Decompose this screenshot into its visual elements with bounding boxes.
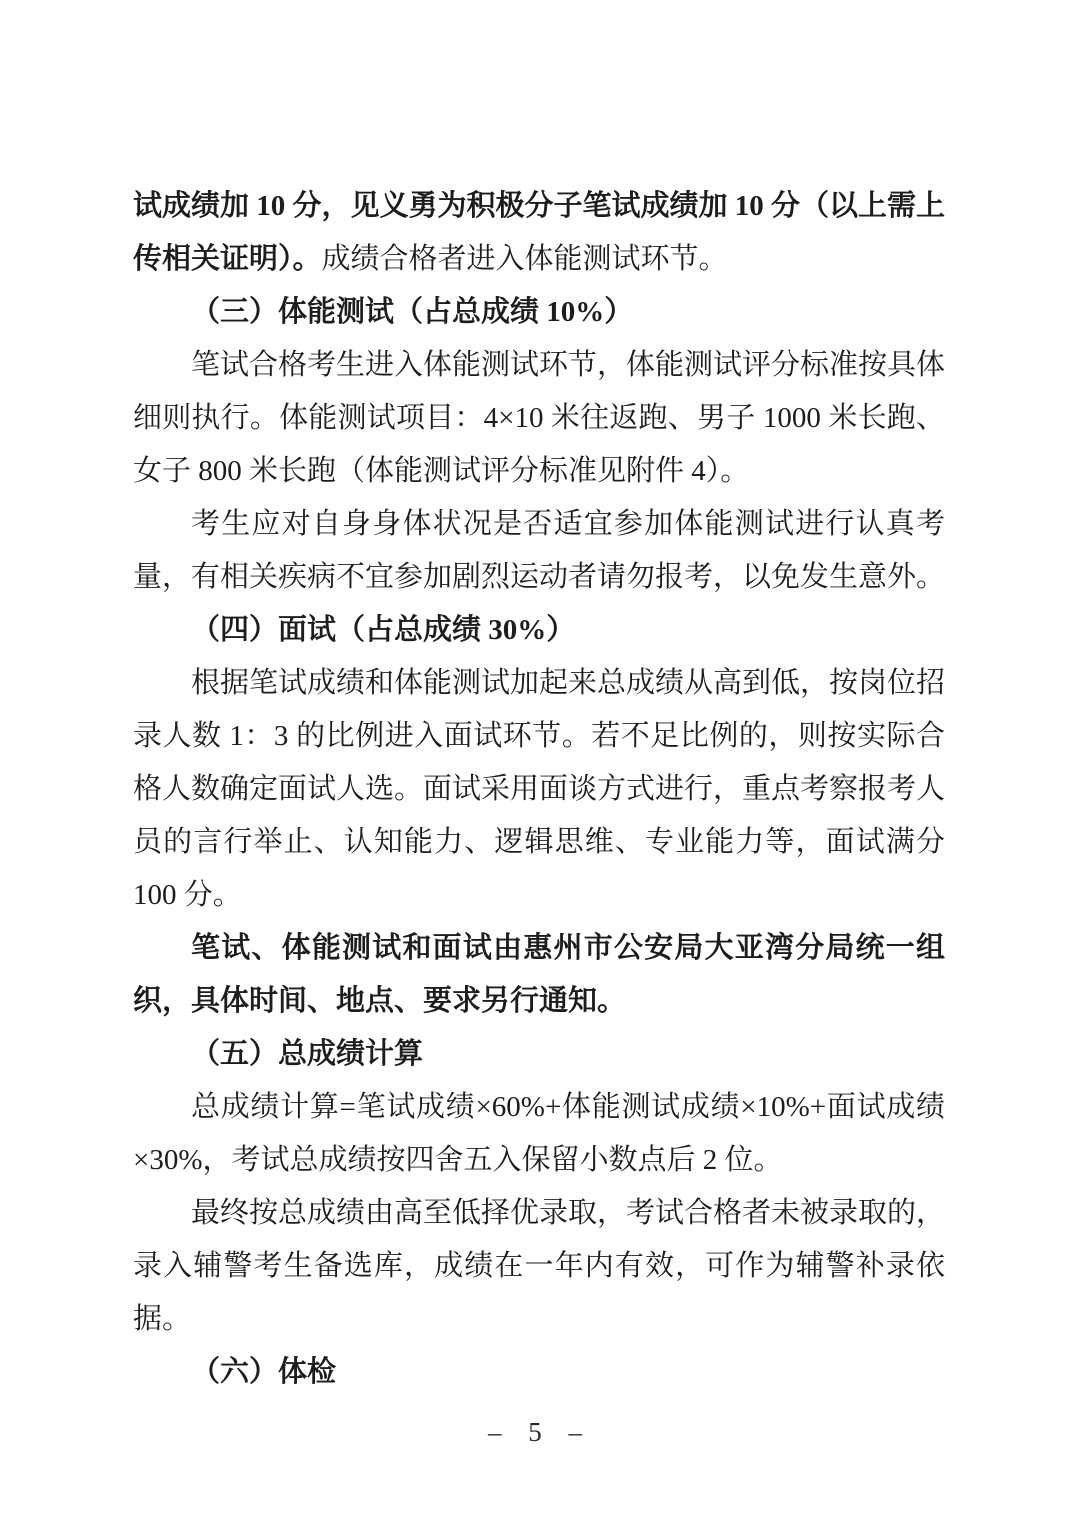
paragraph-physical-test-items: 笔试合格考生进入体能测试环节，体能测试评分标准按具体细则执行。体能测试项目：4×10 米往返跑、男子 1000 米长跑、女子 800 米长跑（体能测试评分标准见附件 4）。 — [133, 349, 946, 487]
page-number: – 5 – — [488, 1417, 592, 1447]
section-heading-interview: （四）面试（占总成绩 30%） — [191, 614, 576, 646]
paragraph-score-formula: 总成绩计算=笔试成绩×60%+体能测试成绩×10%+面试成绩×30%，考试总成绩按四舍五入保留小数点后 2 位。 — [133, 1091, 945, 1176]
paragraph-continuation — [133, 180, 945, 286]
bold-text-run: 试成绩加 10 分，见义勇为积极分子笔试成绩加 10 分（以上需上传相关证明）。 — [133, 190, 946, 275]
section-heading-total-score: （五）总成绩计算 — [191, 1038, 424, 1070]
section-heading-medical-exam: （六）体检 — [191, 1356, 337, 1388]
document-body — [133, 180, 945, 1399]
paragraph-admission-rules: 最终按总成绩由高至低择优录取，考试合格者未被录取的，录入辅警考生备选库，成绩在一年内有效，可作为辅警补录依据。 — [133, 1197, 946, 1335]
paragraph-health-warning: 考生应对自身身体状况是否适宜参加体能测试进行认真考量，有相关疾病不宜参加剧烈运动者请勿报考，以免发生意外。 — [133, 508, 946, 593]
section-heading-physical-test: （三）体能测试（占总成绩 10%） — [191, 296, 634, 328]
normal-text-run: 成绩合格者进入体能测试环节。 — [321, 243, 728, 275]
paragraph-organizer-notice: 笔试、体能测试和面试由惠州市公安局大亚湾分局统一组织，具体时间、地点、要求另行通知。 — [133, 932, 945, 1017]
paragraph-interview-rules: 根据笔试成绩和体能测试加起来总成绩从高到低，按岗位招录人数 1：3 的比例进入面试环节。若不足比例的，则按实际合格人数确定面试人选。面试采用面谈方式进行，重点考察报考人员的言行举止、认知能力、逻辑思维、专业能力等，面试满分 100 分。 — [133, 667, 946, 911]
